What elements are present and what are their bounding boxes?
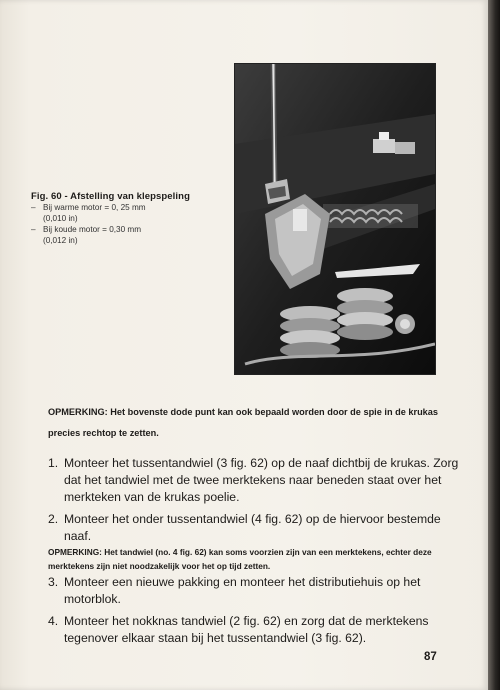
figure-title: Fig. 60 - Afstelling van klepspeling xyxy=(31,191,190,202)
valve-clearance-photo xyxy=(234,63,436,375)
note-gear-marks: OPMERKING: Het tandwiel (no. 4 fig. 62) kan soms voorzien zijn van een merktekens, echter deze merktekens zijn niet noodzakelijk voor het op tijd zetten. xyxy=(48,547,432,571)
figure-caption xyxy=(31,191,231,246)
caption-line: (0,012 in) xyxy=(43,236,78,245)
caption-line: – Bij warme motor = 0, 25 mm xyxy=(31,203,146,212)
step-item: 1. Monteer het tussentandwiel (3 fig. 62) op de naaf dichtbij de krukas. Zorg dat het tandwiel met de twee merktekens naar beneden staat over het merkteken van de krukas poelie. xyxy=(48,456,459,504)
step-item: 3. Monteer een nieuwe pakking en monteer het distributiehuis op het motorblok. xyxy=(48,575,421,606)
step-item: 4. Monteer het nokknas tandwiel (2 fig. 62) en zorg dat de merktekens tegenover elkaar staan bij het tussentandwiel (3 fig. 62). xyxy=(48,614,429,645)
page-number: 87 xyxy=(424,651,437,663)
steps-list-b xyxy=(48,574,468,652)
caption-line: – Bij koude motor = 0,30 mm xyxy=(31,225,142,234)
note-top-dead-center: OPMERKING: Het bovenste dode punt kan ook bepaald worden door de spie in de krukas precies rechtop te zetten. xyxy=(48,407,439,438)
steps-list-a xyxy=(48,455,468,550)
book-edge xyxy=(488,0,500,690)
step-item: 2. Monteer het onder tussentandwiel (4 fig. 62) op de hiervoor bestemde naaf. xyxy=(48,512,441,543)
caption-line: (0,010 in) xyxy=(43,214,78,223)
